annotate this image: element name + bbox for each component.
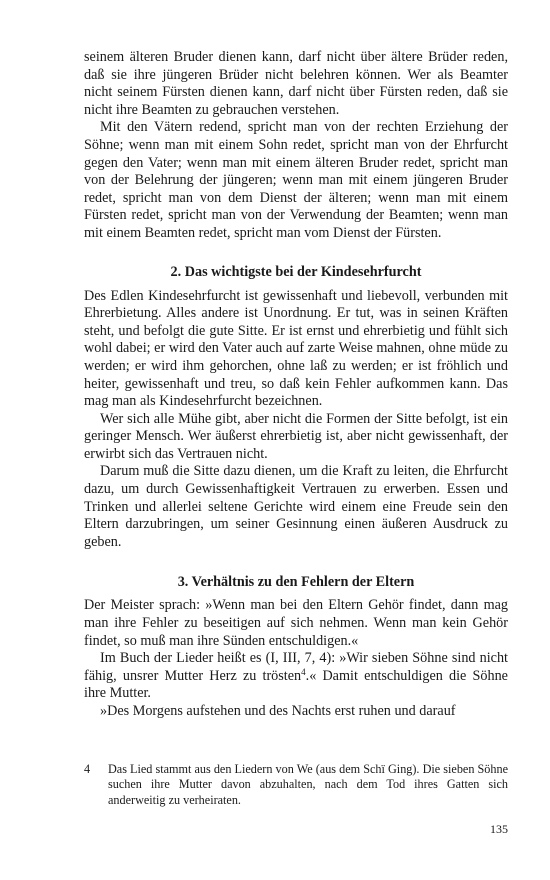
footnote-number: 4 (84, 762, 91, 776)
paragraph: Mit den Vätern redend, spricht man von der rechten Erziehung der Söhne; wenn man mit einem Sohn redet, spricht man von der Ehrfurcht gegen den Vater; wenn man mit einem älteren Bruder redet, spricht man von der Belehrung der jüngeren; wenn man mit einem jüngeren Bruder redet, spricht man von dem Dienst der älteren; wenn man mit einem Fürsten redet, spricht man von der Verwendung der Beamten; wenn man mit einem Beamten redet, spricht man vom Dienst der Fürsten. (84, 119, 508, 241)
page-number: 135 (490, 822, 508, 836)
footnote (84, 762, 508, 808)
footnote-marker[interactable]: 4 (301, 666, 306, 677)
section-heading: 2. Das wichtigste bei der Kindesehrfurcht (170, 263, 422, 280)
footnote-text: Das Lied stammt aus den Liedern von We (aus dem Schï Ging). Die sieben Söhne suchen ihre Mutter davon abzuhalten, nach dem Tod ihres Gatten sich anderweitig zu verheiraten. (108, 762, 508, 807)
paragraph: Des Edlen Kindesehrfurcht ist gewissenhaft und liebevoll, verbunden mit Ehrerbietung. Alles andere ist Unordnung. Er tut, was in seinen Kräften steht, und befolgt die gute Sitte. Er ist ernst und ehrerbietig und fühlt sich wohl dabei; er wird den Vater auch auf zarte Weise mahnen, ohne müde zu werden; er wird ihm gehorchen, ohne laß zu werden; er ist fröhlich und heiter, gewissenhaft und treu, so daß kein Fehler aufkommen kann. Das mag man als Kindesehrfurcht bezeichnen. (84, 287, 508, 410)
paragraph: »Des Morgens aufstehen und des Nachts erst ruhen und darauf (100, 703, 456, 719)
paragraph: seinem älteren Bruder dienen kann, darf nicht über ältere Brüder reden, daß sie ihre jüngeren Brüder nicht belehren können. Wer als Beamter nicht seinem Fürsten dienen kann, darf nicht über Fürsten reden, daß sie nicht ihre Beamten zu gebrauchen verstehen. (84, 49, 508, 118)
paragraph: Wer sich alle Mühe gibt, aber nicht die Formen der Sitte befolgt, ist ein geringer Mensch. Wer äußerst ehrerbietig ist, aber nicht gewissenhaft, der erwirbt sich das Vertrauen nicht. (84, 410, 508, 462)
paragraph: Der Meister sprach: »Wenn man bei den Eltern Gehör findet, dann mag man ihre Fehler zu beseitigen auf sich nehmen. Wenn man kein Gehör findet, so muß man ihre Sünden entschuldigen.« (84, 597, 508, 649)
paragraph: Darum muß die Sitte dazu dienen, um die Kraft zu leiten, die Ehrfurcht dazu, um durch Gewissenhaftigkeit Vertrauen zu erwerben. Essen und Trinken und allerlei seltene Gerichte wird einem eine Freude sein den Eltern darzubringen, um seiner Gesinnung einen äußeren Ausdruck zu geben. (84, 463, 508, 550)
paragraph-text: Im Buch der Lieder heißt es (I, III, 7, 4): »Wir sieben Söhne sind nicht fähig, unsrer Mutter Herz zu trösten (84, 650, 508, 684)
page-body (84, 49, 508, 721)
paragraph (84, 650, 508, 703)
paragraph-text-continued: .« Damit entschuldigen die Söhne ihre Mutter. (84, 667, 508, 702)
section-heading: 3. Verhältnis zu den Fehlern der Eltern (177, 574, 415, 591)
